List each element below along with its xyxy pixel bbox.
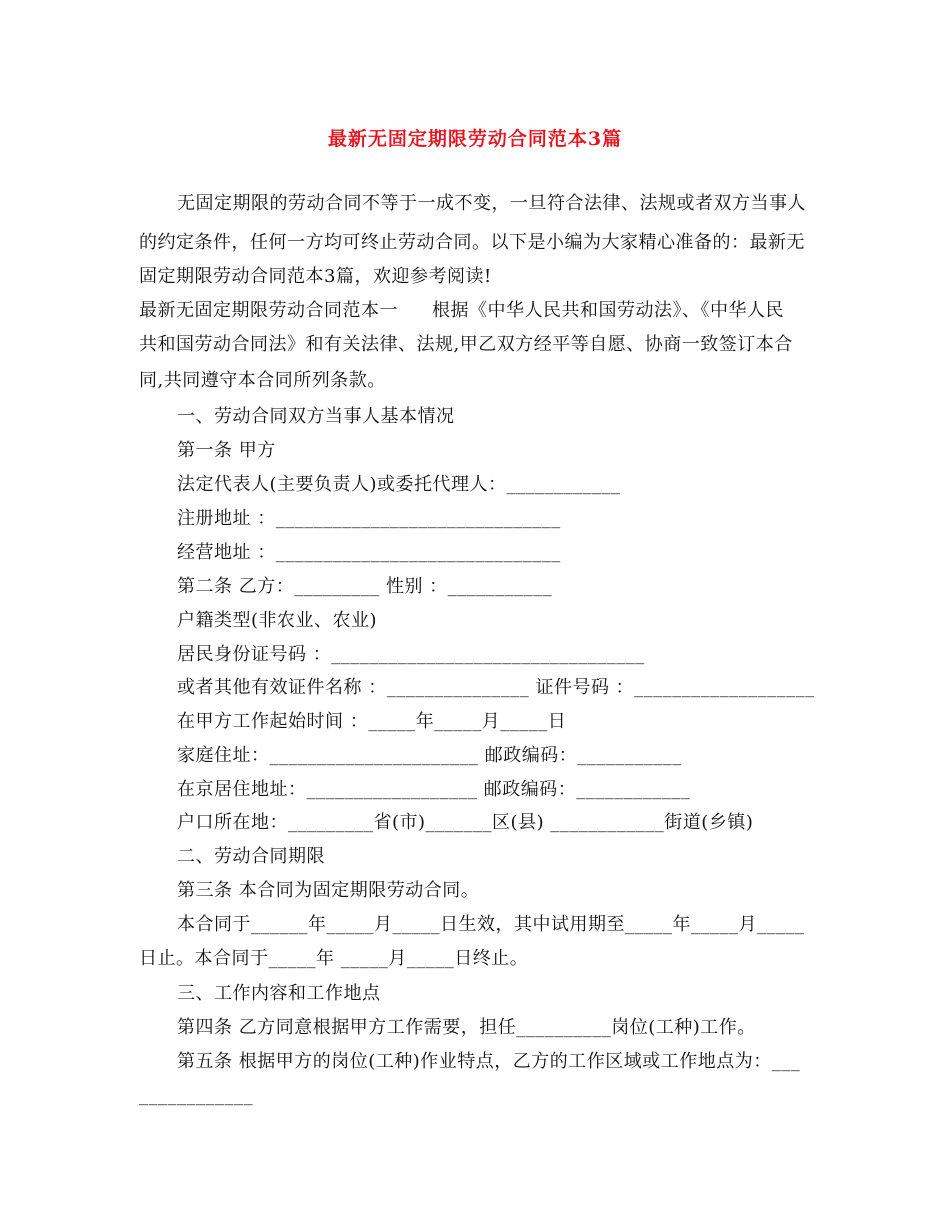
chapter-3-heading: 三、工作内容和工作地点: [177, 983, 381, 1004]
article-1: 第一条 甲方: [177, 440, 276, 461]
intro-line-2: 的约定条件，任何一方均可终止劳动合同。以下是小编为大家精心准备的：最新无: [139, 232, 805, 253]
other-id-field: 或者其他有效证件名称 ：_______________ 证件号码 ：___________________: [177, 677, 815, 698]
preamble-line-3: 同,共同遵守本合同所列条款。: [139, 370, 386, 391]
article-3: 第三条 本合同为固定期限劳动合同。: [177, 880, 480, 901]
chapter-1-heading: 一、劳动合同双方当事人基本情况: [177, 406, 455, 427]
business-address-field: 经营地址 ：______________________________: [177, 542, 561, 563]
preamble-line-2: 共和国劳动合同法》和有关法律、法规,甲乙双方经平等自愿、协商一致签订本合: [139, 334, 793, 355]
chapter-2-heading: 二、劳动合同期限: [177, 846, 325, 867]
article-4: 第四条 乙方同意根据甲方工作需要，担任__________岗位(工种)工作。: [177, 1017, 756, 1038]
contract-heading: 最新无固定期限劳动合同范本一: [139, 300, 398, 321]
intro-line-1: 无固定期限的劳动合同不等于一成不变，一旦符合法律、法规或者双方当事人: [177, 193, 806, 214]
article-5: 第五条 根据甲方的岗位(工种)作业特点，乙方的工作区域或工作地点为：___: [177, 1051, 801, 1072]
contract-term-line-1: 本合同于______年_____月_____日生效，其中试用期至_____年_____月_____: [177, 914, 805, 935]
id-number-field: 居民身份证号码 ：_________________________________: [177, 644, 645, 665]
intro-line-3: 固定期限劳动合同范本3篇，欢迎参考阅读!: [139, 266, 492, 287]
article-5-continuation: ____________: [139, 1085, 253, 1106]
hukou-location-field: 户口所在地：_________省(市)_______区(县) ____________街道(乡镇): [177, 812, 754, 833]
household-type-field: 户籍类型(非农业、农业): [177, 610, 378, 631]
beijing-address-field: 在京居住地址：__________________ 邮政编码：____________: [177, 779, 691, 800]
section-heading-line: [139, 300, 819, 322]
registered-address-field: 注册地址 ：______________________________: [177, 508, 561, 529]
contract-preamble-start: 根据《中华人民共和国劳动法》、《中华人民: [432, 300, 784, 321]
legal-representative-field: 法定代表人(主要负责人)或委托代理人：____________: [177, 474, 621, 495]
article-2-party-b: 第二条 乙方：_________ 性别 ：___________: [177, 576, 553, 597]
home-address-field: 家庭住址：______________________ 邮政编码：___________: [177, 745, 682, 766]
contract-term-line-2: 日止。本合同于_____年 _____月_____日终止。: [139, 948, 529, 969]
start-date-field: 在甲方工作起始时间 ：_____年_____月_____日: [177, 711, 567, 732]
document-title: 最新无固定期限劳动合同范本3篇: [327, 128, 623, 150]
